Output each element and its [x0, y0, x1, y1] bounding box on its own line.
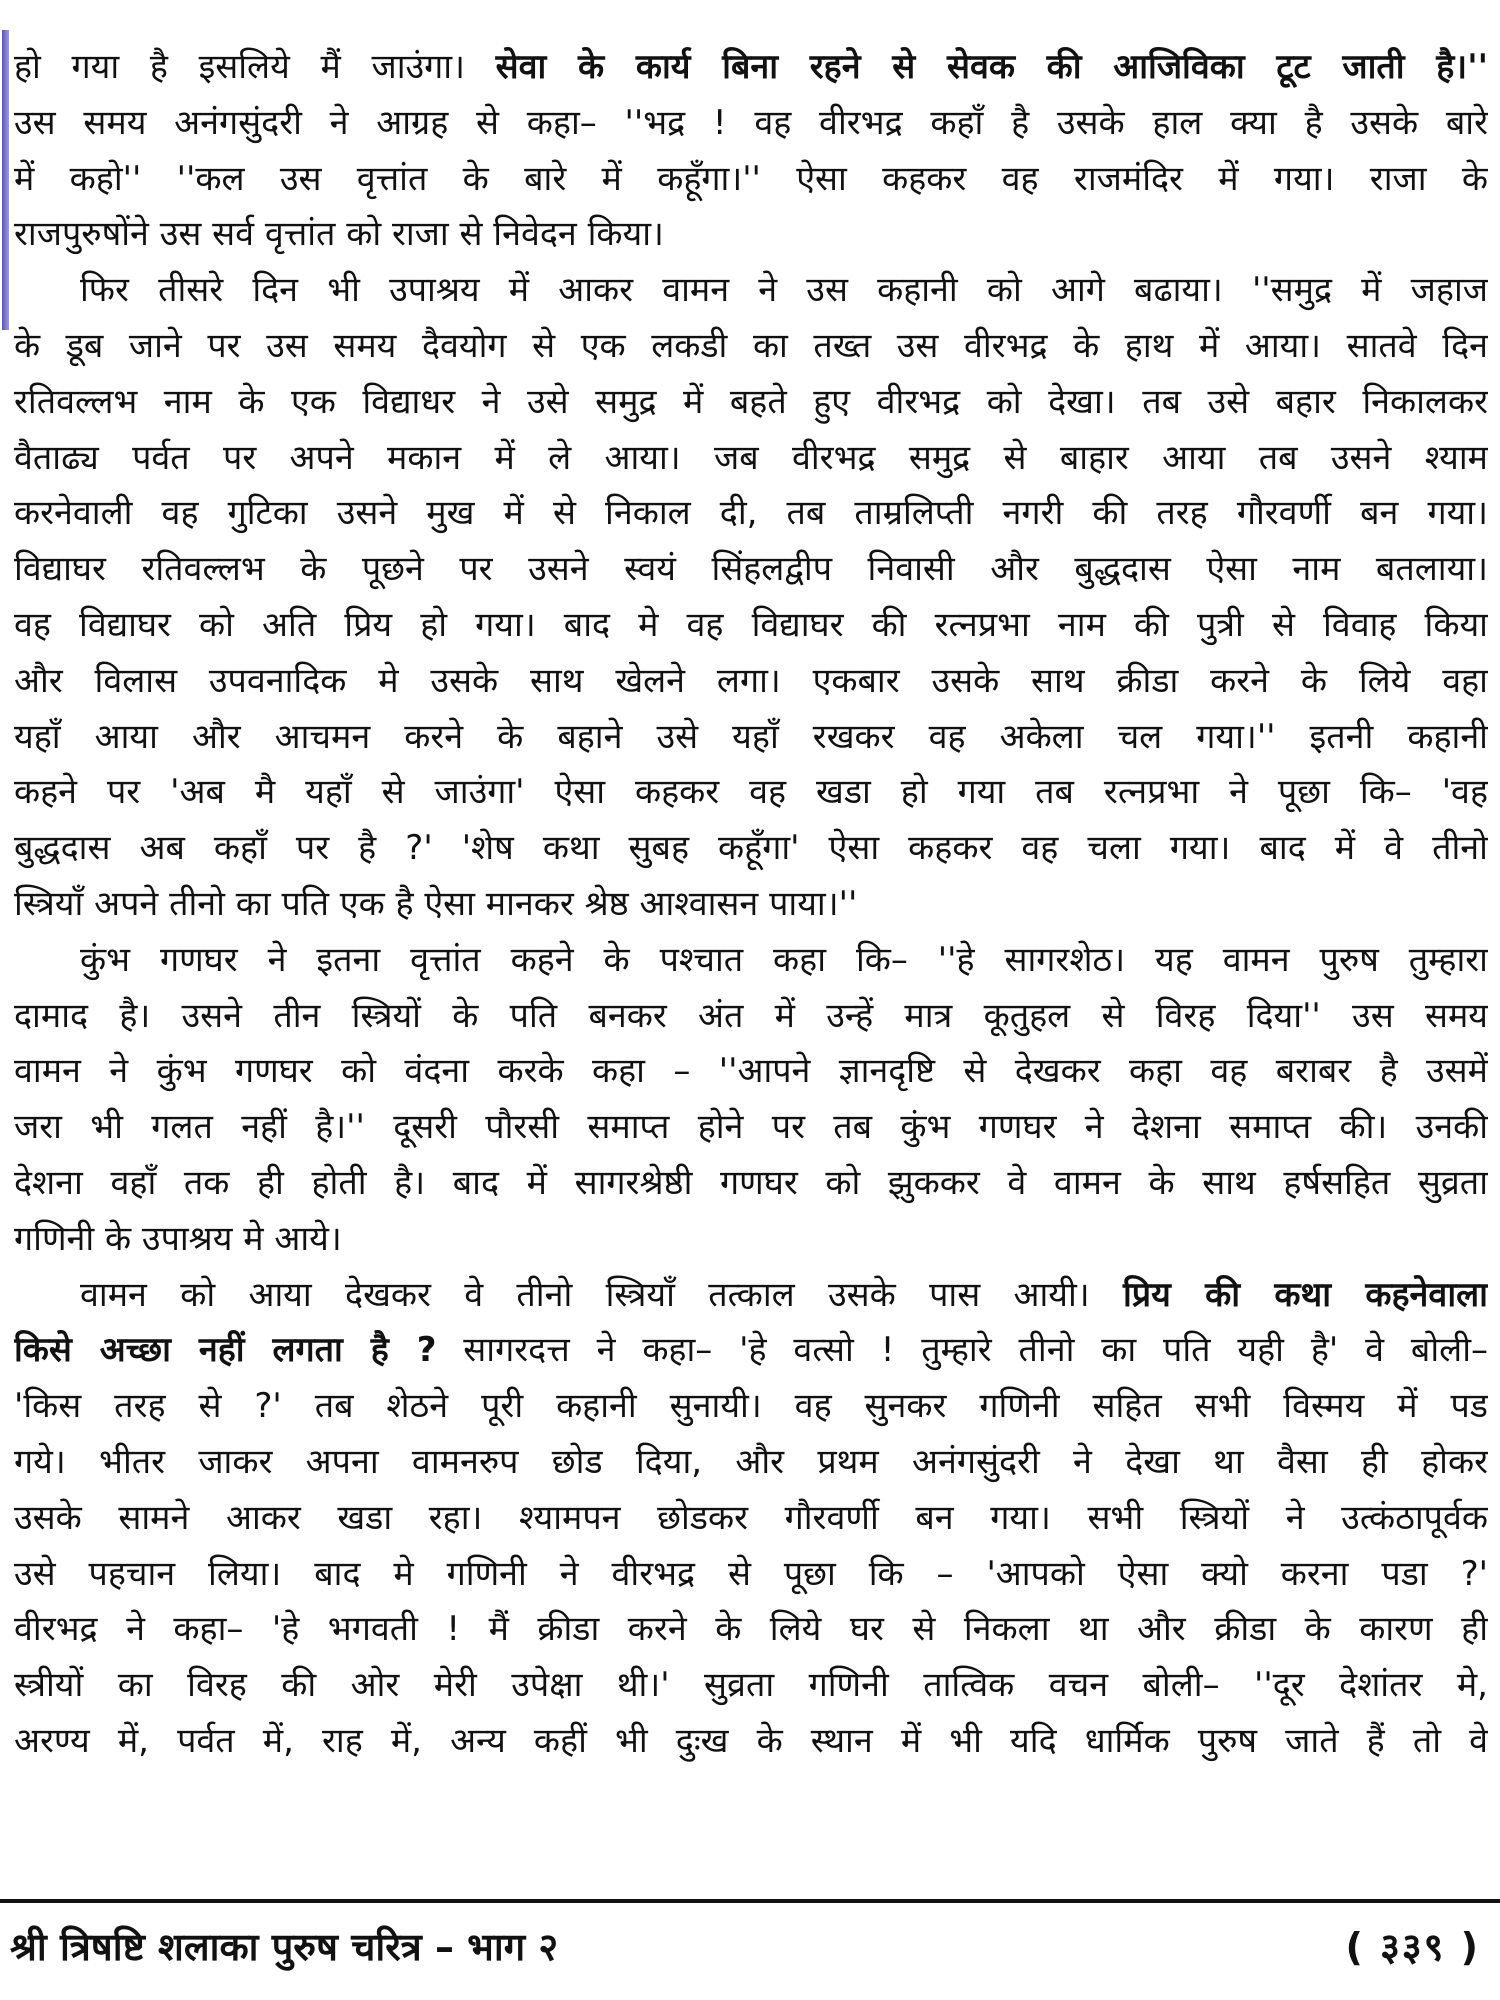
- page-footer: [10, 1915, 1480, 1979]
- text-line-21: देशना वहाँ तक ही होती है। बाद में सागरश्रेष्ठी गणघर को झुककर वे वामन के साथ हर्षसहित सुव्रता: [14, 1162, 1488, 1203]
- text-line-4: राजपुरुषोंने उस सर्व वृत्तांत को राजा से निवेदन किया।: [14, 214, 664, 255]
- text-line-17: कुंभ गणघर ने इतना वृत्तांत कहने के पश्चात कहा कि– ''हे सागरशेठ। यह वामन पुरुष तुम्हारा: [80, 939, 1488, 980]
- text-line-14: कहने पर 'अब मै यहाँ से जाउंगा' ऐसा कहकर वह खडा हो गया तब रत्नप्रभा ने पूछा कि– 'वह: [14, 772, 1488, 813]
- book-title: श्री त्रिषष्टि शलाका पुरुष चरित्र – भाग २: [10, 1925, 559, 1969]
- text-line-12: और विलास उपवनादिक मे उसके साथ खेलने लगा। एकबार उसके साथ क्रीडा करने के लिये वहा: [14, 660, 1488, 701]
- body-text: [14, 40, 1488, 1770]
- text-line-31: अरण्य में, पर्वत में, राह में, अन्य कहीं भी दुःख के स्थान में भी यदि धार्मिक पुरुष जाते हैं तो वे: [14, 1720, 1488, 1761]
- text-line-19: वामन ने कुंभ गणघर को वंदना करके कहा – ''आपने ज्ञानदृष्टि से देखकर कहा वह बराबर है उसमें: [14, 1051, 1488, 1092]
- text-line-3: में कहो'' ''कल उस वृत्तांत के बारे में कहूँगा।'' ऐसा कहकर वह राजमंदिर में गया। राजा के: [14, 158, 1488, 199]
- text-line-7: रतिवल्लभ नाम के एक विद्याधर ने उसे समुद्र में बहते हुए वीरभद्र को देखा। तब उसे बहार निकालकर: [14, 381, 1488, 422]
- text-line-22: गणिनी के उपाश्रय मे आये।: [14, 1218, 342, 1259]
- text-line-20: जरा भी गलत नहीं है।'' दूसरी पौरसी समाप्त होने पर तब कुंभ गणघर ने देशना समाप्त की। उनकी: [14, 1107, 1488, 1148]
- binding-edge-mark: [2, 30, 9, 330]
- text-line-28: उसे पहचान लिया। बाद मे गणिनी ने वीरभद्र से पूछा कि – 'आपको ऐसा क्यो करना पडा ?': [14, 1553, 1488, 1594]
- text-line-11: वह विद्याघर को अति प्रिय हो गया। बाद मे वह विद्याघर की रत्नप्रभा नाम की पुत्री से विवाह किया: [14, 604, 1488, 645]
- text-line-24: किसे अच्छा नहीं लगता है ? सागरदत्त ने कहा– 'हे वत्सो ! तुम्हारे तीनो का पति यही है' वे बोली–: [14, 1330, 1488, 1371]
- footer-divider: [0, 1899, 1500, 1903]
- text-line-5: फिर तीसरे दिन भी उपाश्रय में आकर वामन ने उस कहानी को आगे बढाया। ''समुद्र में जहाज: [80, 270, 1488, 311]
- text-line-6: के डूब जाने पर उस समय दैवयोग से एक लकडी का तख्त उस वीरभद्र के हाथ में आया। सातवे दिन: [14, 325, 1488, 366]
- text-line-8: वैताढ्य पर्वत पर अपने मकान में ले आया। जब वीरभद्र समुद्र से बाहार आया तब उसने श्याम: [14, 437, 1488, 478]
- text-line-13: यहाँ आया और आचमन करने के बहाने उसे यहाँ रखकर वह अकेला चल गया।'' इतनी कहानी: [14, 716, 1488, 757]
- text-line-18: दामाद है। उसने तीन स्त्रियों के पति बनकर अंत में उन्हें मात्र कूतुहल से विरह दिया'' उस समय: [14, 995, 1488, 1036]
- text-line-26: गये। भीतर जाकर अपना वामनरुप छोड दिया, और प्रथम अनंगसुंदरी ने देखा था वैसा ही होकर: [14, 1441, 1488, 1482]
- text-line-29: वीरभद्र ने कहा– 'हे भगवती ! मैं क्रीडा करने के लिये घर से निकला था और क्रीडा के कारण ही: [14, 1609, 1488, 1650]
- text-line-27: उसके सामने आकर खडा रहा। श्यामपन छोडकर गौरवर्णी बन गया। सभी स्त्रियों ने उत्कंठापूर्वक: [14, 1497, 1488, 1538]
- text-line-30: स्त्रीयों का विरह की ओर मेरी उपेक्षा थी।' सुव्रता गणिनी तात्विक वचन बोली– ''दूर देशांतर मे,: [14, 1665, 1488, 1706]
- text-line-1: हो गया है इसलिये मैं जाउंगा। सेवा के कार्य बिना रहने से सेवक की आजिविका टूट जाती है।'': [14, 47, 1488, 87]
- text-line-16: स्त्रियाँ अपने तीनो का पति एक है ऐसा मानकर श्रेष्ठ आश्वासन पाया।'': [14, 883, 858, 924]
- text-line-25: 'किस तरह से ?' तब शेठने पूरी कहानी सुनायी। वह सुनकर गणिनी सहित सभी विस्मय में पड: [14, 1386, 1488, 1427]
- text-line-10: विद्याघर रतिवल्लभ के पूछने पर उसने स्वयं सिंहलद्वीप निवासी और बुद्धदास ऐसा नाम बतलाया।: [14, 549, 1488, 590]
- text-line-15: बुद्धदास अब कहाँ पर है ?' 'शेष कथा सुबह कहूँगा' ऐसा कहकर वह चला गया। बाद में वे तीनो: [14, 828, 1488, 869]
- page-number: ( ३३९ ): [1345, 1925, 1480, 1969]
- text-line-2: उस समय अनंगसुंदरी ने आग्रह से कहा– ''भद्र ! वह वीरभद्र कहाँ है उसके हाल क्या है उसके बारे: [14, 102, 1488, 143]
- text-line-23: वामन को आया देखकर वे तीनो स्त्रियाँ तत्काल उसके पास आयी। प्रिय की कथा कहनेवाला: [80, 1274, 1488, 1315]
- text-line-9: करनेवाली वह गुटिका उसने मुख में से निकाल दी, तब ताम्रलिप्ती नगरी की तरह गौरवर्णी बन गया।: [14, 493, 1488, 534]
